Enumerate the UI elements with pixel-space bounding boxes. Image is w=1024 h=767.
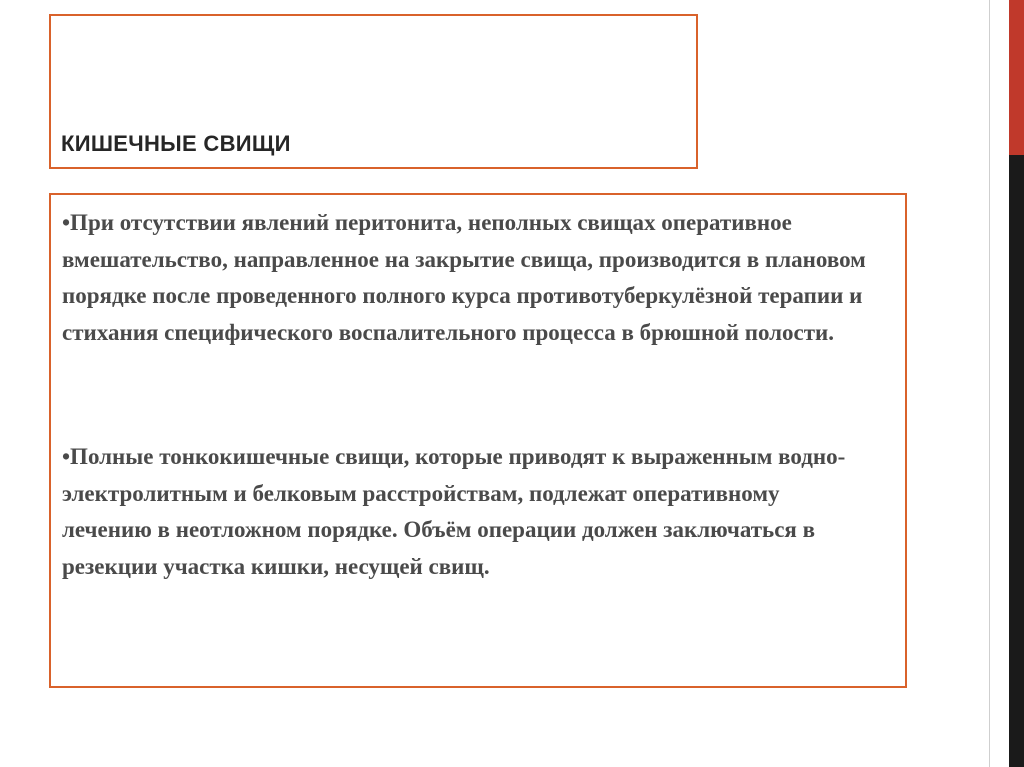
side-accent-dark (1009, 155, 1024, 767)
edge-divider-line (989, 0, 990, 767)
content-box (49, 193, 907, 688)
slide-title: КИШЕЧНЫЕ СВИЩИ (61, 131, 291, 156)
side-accent-strip (1009, 0, 1024, 767)
bullet-item: •При отсутствии явлений перитонита, неполных свищах оперативное вмешательство, направленное на закрытие свища, производится в плановом порядке после проведенного полного курса противотуберкулёзной терапии и стихания специфического воспалительного процесса в брюшной полости. (62, 210, 866, 345)
side-accent-red (1009, 0, 1024, 155)
bullet-item: •Полные тонкокишечные свищи, которые приводят к выраженным водно-электролитным и белковым расстройствам, подлежат оперативному лечению в неотложном порядке. Объём операции должен заключаться в резекции участка кишки, несущей свищ. (62, 444, 846, 579)
title-box (49, 14, 698, 169)
